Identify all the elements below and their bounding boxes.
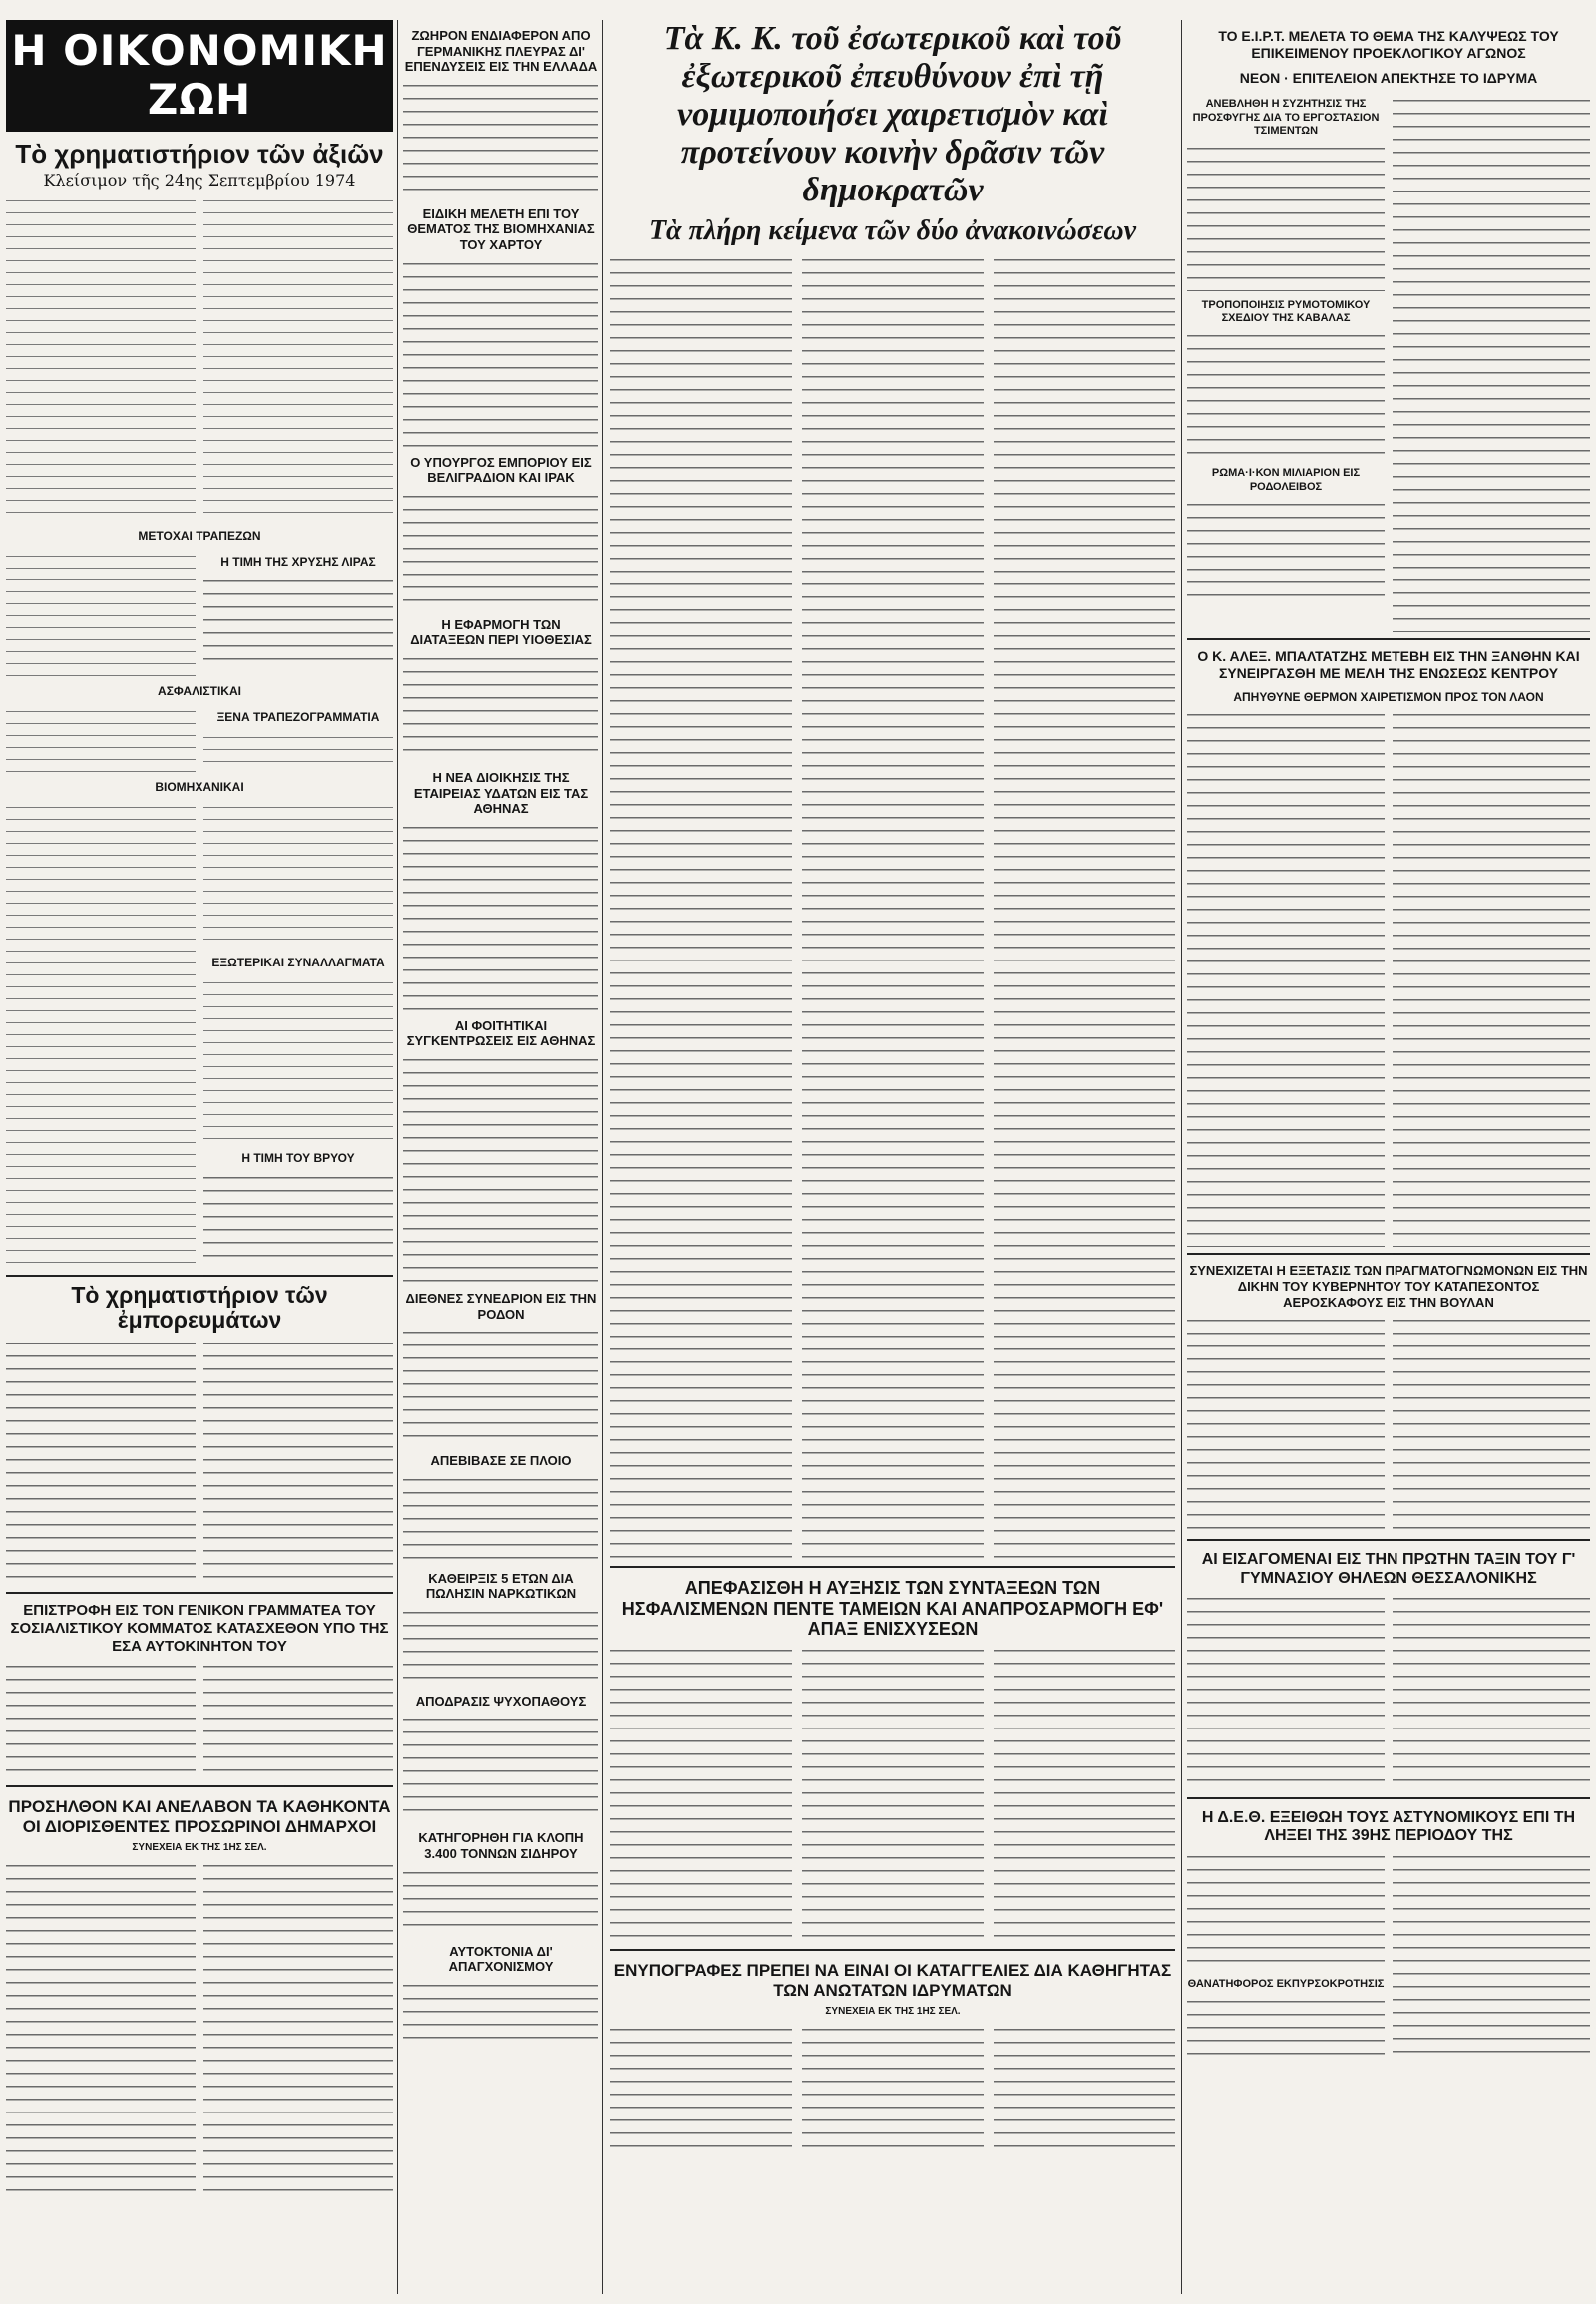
lead-subheadline: Τὰ πλήρη κείμενα τῶν δύο ἀνακοινώσεων: [648, 215, 1137, 246]
right-headline-4: ΤΡΟΠΟΠΟΙΗΣΙΣ ΡΥΜΟΤΟΜΙΚΟΥ ΣΧΕΔΙΟΥ ΤΗΣ ΚΑΒΑΛΑΣ: [1201, 298, 1371, 325]
right-headline-9: Η Δ.Ε.Θ. ΕΞΕΙΘΩΗ ΤΟΥΣ ΑΣΤΥΝΟΜΙΚΟΥΣ ΕΠΙ ΤΗ ΛΗΞΕΙ ΤΗΣ 39ΗΣ ΠΕΡΙΟΔΟΥ ΤΗΣ: [1201, 1808, 1576, 1845]
lead-text-col-3: [994, 253, 1175, 1560]
left-bottom-headline-2-sub: ΣΥΝΕΧΕΙΑ ΕΚ ΤΗΣ 1ΗΣ ΣΕΛ.: [132, 1842, 267, 1854]
insurance-table: [6, 704, 196, 774]
center-column: [610, 20, 1175, 2294]
mid-headline-11: ΚΑΤΗΓΟΡΗΘΗ ΓΙΑ ΚΛΟΠΗ 3.400 ΤΟΝΝΩΝ ΣΙΔΗΡΟΥ: [418, 1830, 584, 1862]
right-headline-6: Ο Κ. ΑΛΕΞ. ΜΠΑΛΤΑΤΖΗΣ ΜΕΤΕΒΗ ΕΙΣ ΤΗΝ ΞΑΝΘΗΝ ΚΑΙ ΣΥΝΕΙΡΓΑΣΘΗ ΜΕ ΜΕΛΗ ΤΗΣ ΕΝΩΣΕΩΣ ΚΕΝΤΡΟΥ: [1197, 648, 1580, 682]
right-headline-8: ΑΙ ΕΙΣΑΓΟΜΕΝΑΙ ΕΙΣ ΤΗΝ ΠΡΩΤΗΝ ΤΑΞΙΝ ΤΟΥ Γ' ΓΥΜΝΑΣΙΟΥ ΘΗΛΕΩΝ ΘΕΣΣΑΛΟΝΙΚΗΣ: [1201, 1551, 1576, 1587]
mid-headline-8: ΑΠΕΒΙΒΑΣΕ ΣΕ ΠΛΟΙΟ: [430, 1453, 572, 1469]
lead-headline: Τὰ Κ. Κ. τοῦ ἐσωτερικοῦ καὶ τοῦ ἐξωτερικοῦ ἐπευθύνουν ἐπὶ τῇ νομιμοποιήσει χαιρετισμὸν καὶ προτείνουν κοινὴν δρᾶσιν τῶν δημοκρατῶν: [663, 20, 1122, 208]
left-bottom-headline-2: ΠΡΟΣΗΛΘΟΝ ΚΑΙ ΑΝΕΛΑΒΟΝ ΤΑ ΚΑΘΗΚΟΝΤΑ ΟΙ ΔΙΟΡΙΣΘΕΝΤΕΣ ΠΡΟΣΩΡΙΝΟΙ ΔΗΜΑΡΧΟΙ: [8, 1797, 391, 1836]
commodities-title: Τὸ χρηματιστήριον τῶν ἐμπορευμάτων: [71, 1281, 328, 1333]
mid-headline-6: ΑΙ ΦΟΙΤΗΤΙΚΑΙ ΣΥΓΚΕΝΤΡΩΣΕΙΣ ΕΙΣ ΑΘΗΝΑΣ: [406, 1017, 596, 1049]
mid-headline-9: ΚΑΘΕΙΡΞΙΣ 5 ΕΤΩΝ ΔΙΑ ΠΩΛΗΣΙΝ ΝΑΡΚΩΤΙΚΩΝ: [425, 1570, 577, 1602]
right-headline-3: ΑΝΕΒΛΗΘΗ Η ΣΥΖΗΤΗΣΙΣ ΤΗΣ ΠΡΟΣΦΥΓΗΣ ΔΙΑ ΤΟ ΕΡΓΟΣΤΑΣΙΟΝ ΤΣΙΜΕΝΤΩΝ: [1192, 98, 1380, 137]
foreign-exchange-header: ΕΞΩΤΕΡΙΚΑΙ ΣΥΝΑΛΛΑΓΜΑΤΑ: [211, 955, 385, 969]
forex-header: ΞΕΝΑ ΤΡΑΠΕΖΟΓΡΑΜΜΑΤΙΑ: [216, 709, 380, 724]
mid-headline-7: ΔΙΕΘΝΕΣ ΣΥΝΕΔΡΙΟΝ ΕΙΣ ΤΗΝ ΡΟΔΟΝ: [405, 1290, 597, 1322]
mid-headline-3: Ο ΥΠΟΥΡΓΟΣ ΕΜΠΟΡΙΟΥ ΕΙΣ ΒΕΛΙΓΡΑΔΙΟΝ ΚΑΙ ΙΡΑΚ: [410, 454, 592, 486]
gold-header: Η ΤΙΜΗ ΤΗΣ ΧΡΥΣΗΣ ΛΙΡΑΣ: [220, 554, 376, 569]
commodities-text-left: [6, 1337, 196, 1586]
insurance-header: ΑΣΦΑΛΙΣΤΙΚΑΙ: [158, 683, 241, 698]
market-date-line: Κλείσιμον τῆς 24ης Σεπτεμβρίου 1974: [43, 170, 356, 190]
banks-table: [6, 549, 196, 678]
left-bottom-headline-1: ΕΠΙΣΤΡΟΦΗ ΕΙΣ ΤΟΝ ΓΕΝΙΚΟΝ ΓΡΑΜΜΑΤΕΑ ΤΟΥ ΣΟΣΙΑΛΙΣΤΙΚΟΥ ΚΟΜΜΑΤΟΣ ΚΑΤΑΣΧΕΘΟΝ ΥΠΟ ΤΗΣ ΕΣΑ ΑΥΤΟΚΙΝΗΤΟΝ ΤΟΥ: [10, 1602, 389, 1656]
masthead: Η ΟΙΚΟΝΟΜΙΚΗ ΖΩΗ: [6, 20, 393, 132]
mid-headline-2: ΕΙΔΙΚΗ ΜΕΛΕΤΗ ΕΠΙ ΤΟΥ ΘΕΜΑΤΟΣ ΤΗΣ ΒΙΟΜΗΧΑΝΙΑΣ ΤΟΥ ΧΑΡΤΟΥ: [407, 205, 595, 252]
lead-text-col-2: [802, 253, 984, 1560]
cotton-header: Η ΤΙΜΗ ΤΟΥ ΒΡΥΟΥ: [241, 1150, 355, 1165]
market-title: Τὸ χρηματιστήριον τῶν ἀξιῶν: [15, 139, 384, 169]
right-column: [1187, 20, 1590, 2294]
banks-header: ΜΕΤΟΧΑΙ ΤΡΑΠΕΖΩΝ: [138, 528, 261, 543]
right-headline-1: ΤΟ Ε.Ι.Ρ.Τ. ΜΕΛΕΤΑ ΤΟ ΘΕΜΑ ΤΗΣ ΚΑΛΥΨΕΩΣ ΤΟΥ ΕΠΙΚΕΙΜΕΝΟΥ ΠΡΟΕΚΛΟΓΙΚΟΥ ΑΓΩΝΟΣ: [1218, 28, 1559, 61]
industrial-header: ΒΙΟΜΗΧΑΝΙΚΑΙ: [155, 779, 244, 794]
lead-text-col-1: [610, 253, 792, 1560]
market-table-top: [6, 193, 393, 523]
industrial-table: [6, 800, 196, 1269]
right-headline-10: ΘΑΝΑΤΗΦΟΡΟΣ ΕΚΠΥΡΣΟΚΡΟΤΗΣΙΣ: [1187, 1977, 1385, 1990]
mid-headline-10: ΑΠΟΔΡΑΣΙΣ ΨΥΧΟΠΑΘΟΥΣ: [415, 1693, 587, 1709]
mid-headline-5: Η ΝΕΑ ΔΙΟΙΚΗΣΙΣ ΤΗΣ ΕΤΑΙΡΕΙΑΣ ΥΔΑΤΩΝ ΕΙΣ ΤΑΣ ΑΘΗΝΑΣ: [413, 769, 589, 817]
right-headline-7: ΣΥΝΕΧΙΖΕΤΑΙ Η ΕΞΕΤΑΣΙΣ ΤΩΝ ΠΡΑΓΜΑΤΟΓΝΩΜΟΝΩΝ ΕΙΣ ΤΗΝ ΔΙΚΗΝ ΤΟΥ ΚΥΒΕΡΝΗΤΟΥ ΤΟΥ ΚΑΤΑΠΕΣΟΝΤΟΣ ΑΕΡΟΣΚΑΦΟΥΣ ΕΙΣ ΤΗΝ ΒΟΥΛΑΝ: [1189, 1263, 1588, 1310]
market-column: [6, 20, 393, 2294]
mid-headline-12: ΑΥΤΟΚΤΟΝΙΑ ΔΙ' ΑΠΑΓΧΟΝΙΣΜΟΥ: [448, 1943, 554, 1975]
pensions-headline: ΑΠΕΦΑΣΙΣΘΗ Η ΑΥΞΗΣΙΣ ΤΩΝ ΣΥΝΤΑΞΕΩΝ ΤΩΝ ΗΣΦΑΛΙΣΜΕΝΩΝ ΠΕΝΤΕ ΤΑΜΕΙΩΝ ΚΑΙ ΑΝΑΠΡΟΣΑΡΜΟΓΗ ΕΦ' ΑΠΑΞ ΕΝΙΣΧΥΣΕΩΝ: [621, 1578, 1164, 1640]
commodities-text-right: [203, 1337, 393, 1586]
universities-headline: ΕΝΥΠΟΓΡΑΦΕΣ ΠΡΕΠΕΙ ΝΑ ΕΙΝΑΙ ΟΙ ΚΑΤΑΓΓΕΛΙΕΣ ΔΙΑ ΚΑΘΗΓΗΤΑΣ ΤΩΝ ΑΝΩΤΑΤΩΝ ΙΔΡΥΜΑΤΩΝ: [613, 1961, 1172, 2000]
mid-headline-4: Η ΕΦΑΡΜΟΓΗ ΤΩΝ ΔΙΑΤΑΞΕΩΝ ΠΕΡΙ ΥΙΟΘΕΣΙΑΣ: [410, 616, 592, 648]
right-headline-2: ΝΕΟΝ · ΕΠΙΤΕΛΕΙΟΝ ΑΠΕΚΤΗΣΕ ΤΟ ΙΔΡΥΜΑ: [1239, 69, 1538, 86]
right-headline-5: ΡΩΜΑ·Ι·ΚΟΝ ΜΙΛΙΑΡΙΟΝ ΕΙΣ ΡΟΔΟΛΕΙΒΟΣ: [1211, 467, 1361, 493]
universities-headline-sub: ΣΥΝΕΧΕΙΑ ΕΚ ΤΗΣ 1ΗΣ ΣΕΛ.: [825, 2006, 961, 2018]
mid-news-column: [403, 20, 598, 2294]
mid-headline-1: ΖΩΗΡΟΝ ΕΝΔΙΑΦΕΡΟΝ ΑΠΟ ΓΕΡΜΑΝΙΚΗΣ ΠΛΕΥΡΑΣ ΔΙ' ΕΠΕΝΔΥΣΕΙΣ ΕΙΣ ΤΗΝ ΕΛΛΑΔΑ: [404, 28, 598, 75]
right-headline-6-sub: ΑΠΗΥΘΥΝΕ ΘΕΡΜΟΝ ΧΑΙΡΕΤΙΣΜΟΝ ΠΡΟΣ ΤΟΝ ΛΑΟΝ: [1233, 689, 1544, 704]
